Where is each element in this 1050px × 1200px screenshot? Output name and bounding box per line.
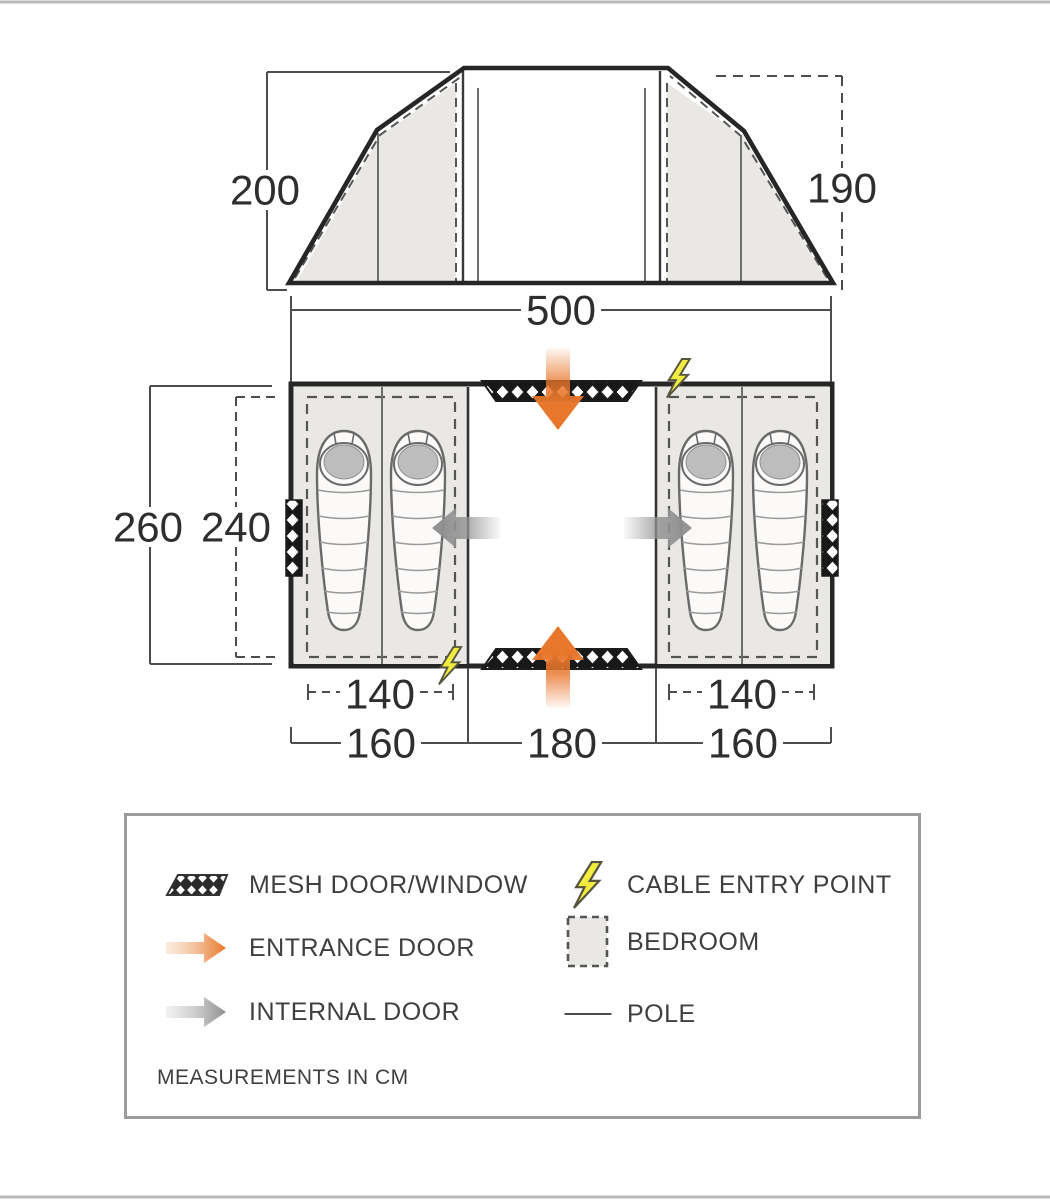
dim-160-left-label: 160 bbox=[345, 719, 417, 767]
legend-item-entrance bbox=[159, 922, 475, 974]
legend-item-pole bbox=[563, 988, 696, 1040]
pole-icon bbox=[563, 1009, 613, 1019]
legend-label-bedroom: BEDROOM bbox=[627, 927, 760, 956]
dim-200-label: 200 bbox=[229, 166, 301, 214]
legend-label-cable: CABLE ENTRY POINT bbox=[627, 870, 892, 899]
floorplan-dim-bedroom-inner-left bbox=[308, 671, 453, 718]
elevation-left-bedroom-panel bbox=[297, 83, 456, 281]
dim-180-label: 180 bbox=[526, 719, 598, 767]
mesh-window-right bbox=[822, 500, 838, 576]
dim-190-label: 190 bbox=[806, 164, 878, 212]
legend-item-bedroom bbox=[563, 916, 760, 968]
legend-label-internal: INTERNAL DOOR bbox=[249, 997, 461, 1026]
entrance-door-icon bbox=[159, 930, 235, 966]
mesh-door-window-icon bbox=[159, 872, 235, 898]
mesh-window-left bbox=[286, 500, 302, 576]
floorplan-dim-bedroom-inner-right bbox=[669, 671, 814, 718]
dim-140-right-label: 140 bbox=[706, 670, 778, 718]
cable-entry-point-icon bbox=[563, 861, 613, 909]
dim-240-label: 240 bbox=[200, 503, 272, 551]
dim-140-left-label: 140 bbox=[344, 670, 416, 718]
legend-box bbox=[124, 813, 921, 1119]
bedroom-icon bbox=[563, 914, 613, 970]
legend-item-internal bbox=[159, 986, 460, 1038]
legend-label-mesh: MESH DOOR/WINDOW bbox=[249, 870, 528, 899]
legend-item-cable bbox=[563, 859, 892, 911]
elevation-view bbox=[225, 68, 882, 382]
floor-plan bbox=[108, 348, 838, 767]
measurements-note: MEASUREMENTS IN CM bbox=[157, 1066, 409, 1089]
legend-item-mesh bbox=[159, 859, 528, 911]
internal-door-icon bbox=[159, 994, 235, 1030]
dim-160-right-label: 160 bbox=[707, 719, 779, 767]
legend-label-pole: POLE bbox=[627, 999, 696, 1028]
legend-label-entrance: ENTRANCE DOOR bbox=[249, 933, 475, 962]
dim-500-label: 500 bbox=[525, 286, 597, 334]
dim-260-label: 260 bbox=[112, 503, 184, 551]
floorplan-dim-depth-inner bbox=[196, 397, 280, 657]
